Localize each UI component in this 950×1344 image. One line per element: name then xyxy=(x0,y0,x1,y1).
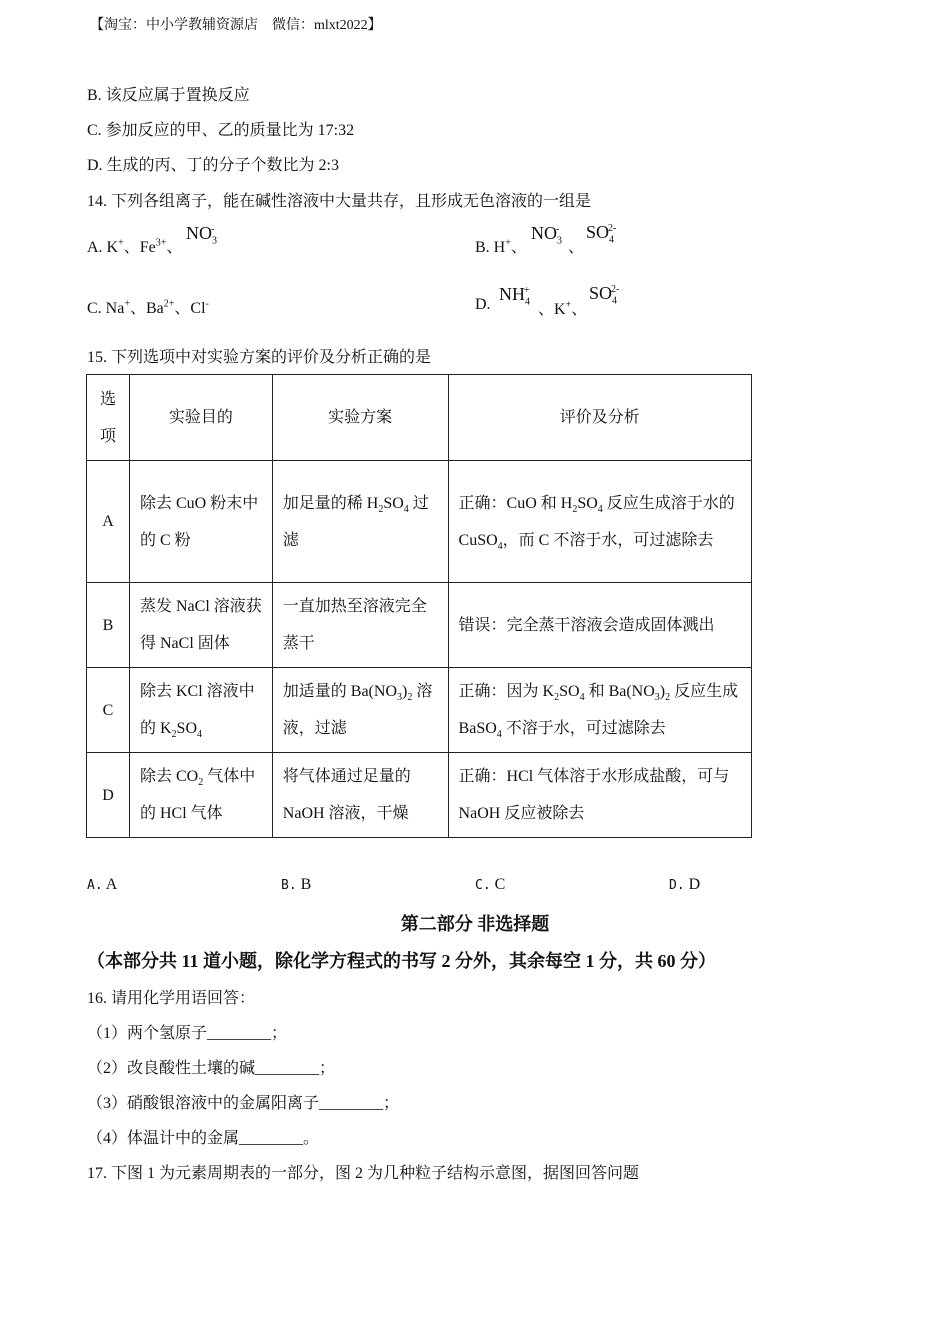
q14-option-a: A. K+、$Fe^{3+}$、 xyxy=(87,237,183,256)
q15-stem: 15. 下列选项中对实验方案的评价及分析正确的是 xyxy=(87,349,432,366)
q14-d-ammonium: $NH_4^+$ xyxy=(499,284,530,308)
q14-option-b: B. H+、 xyxy=(475,237,527,256)
q14-stem: 14. 下列各组离子，能在碱性溶液中大量共存，且形成无色溶液的一组是 xyxy=(87,193,592,210)
table-row xyxy=(87,375,752,461)
row-label: C xyxy=(87,668,130,753)
q16-stem: 16. 请用化学用语回答： xyxy=(87,990,256,1007)
header-option: 选 项 xyxy=(87,375,130,461)
row-label: D xyxy=(87,753,130,838)
q15-table xyxy=(86,374,752,838)
header-purpose: 实验目的 xyxy=(129,375,272,461)
header-evaluation: 评价及分析 xyxy=(448,375,751,461)
q14-option-c: C. Na+、$Ba^{2+}$、Cl- xyxy=(87,298,209,317)
q13-option-c: C. 参加反应的甲、乙的质量比为 17:32 xyxy=(87,122,355,139)
q15-answer-c: C. C xyxy=(475,876,506,893)
table-row: A 除去 CuO 粉末中的 C 粉 加足量的稀 $H_2SO_4$ 过滤 正确：CuO 和 $H_2SO_4$ 反应生成溶于水的 CuSO$_4$，而 C 不溶于水，可过滤除去 xyxy=(87,461,752,583)
q15-answer-d: D. D xyxy=(669,876,701,893)
page-header: 【淘宝：中小学教辅资源店 微信：mlxt2022】 xyxy=(90,18,382,33)
q16-item-1: （1）两个氢原子________； xyxy=(87,1025,288,1042)
header-plan: 实验方案 xyxy=(272,375,448,461)
q17-stem: 17. 下图 1 为元素周期表的一部分，图 2 为几种粒子结构示意图，据图回答问题 xyxy=(87,1165,640,1182)
q16-item-3: （3）硝酸银溶液中的金属阳离子________； xyxy=(87,1095,400,1112)
table-row: C 除去 KCl 溶液中的 $K_2SO_4$ 加适量的 $Ba(NO_3)_2$ 溶液，过滤 正确：因为 $K_2SO_4$ 和 $Ba(NO_3)_2$ 反应生成 BaSO$_4$ 不溶于水，可过滤除去 xyxy=(87,668,752,753)
q14-b-sulfate: $SO_4^{2-}$ xyxy=(586,222,617,246)
table-row: B 蒸发 NaCl 溶液获得 NaCl 固体 一直加热至溶液完全蒸干 错误：完全蒸干溶液会造成固体溅出 xyxy=(87,583,752,668)
q13-option-b: B. 该反应属于置换反应 xyxy=(87,87,250,104)
q14-a-nitrate: $NO_3^-$ xyxy=(186,223,217,247)
row-label: B xyxy=(87,583,130,668)
table-row: D 除去 $CO_2$ 气体中的 HCl 气体 将气体通过足量的 NaOH 溶液，干燥 正确：HCl 气体溶于水形成盐酸，可与 NaOH 反应被除去 xyxy=(87,753,752,838)
q14-d-sulfate: $SO_4^{2-}$ xyxy=(589,283,620,307)
q14-option-d: D. xyxy=(475,296,491,313)
q16-item-4: （4）体温计中的金属________。 xyxy=(87,1130,320,1147)
q15-answer-b: B. B xyxy=(281,876,312,893)
q14-b-nitrate: $NO_3^-$ xyxy=(531,223,562,247)
q13-option-d: D. 生成的丙、丁的分子个数比为 2:3 xyxy=(87,157,340,174)
q15-answer-a: A. A xyxy=(87,876,118,893)
part2-note: （本部分共 11 道小题，除化学方程式的书写 2 分外，其余每空 1 分，共 60 分） xyxy=(87,951,717,971)
row-label: A xyxy=(87,461,130,583)
q16-item-2: （2）改良酸性土壤的碱________； xyxy=(87,1060,336,1077)
part2-title: 第二部分 非选择题 xyxy=(400,914,550,934)
